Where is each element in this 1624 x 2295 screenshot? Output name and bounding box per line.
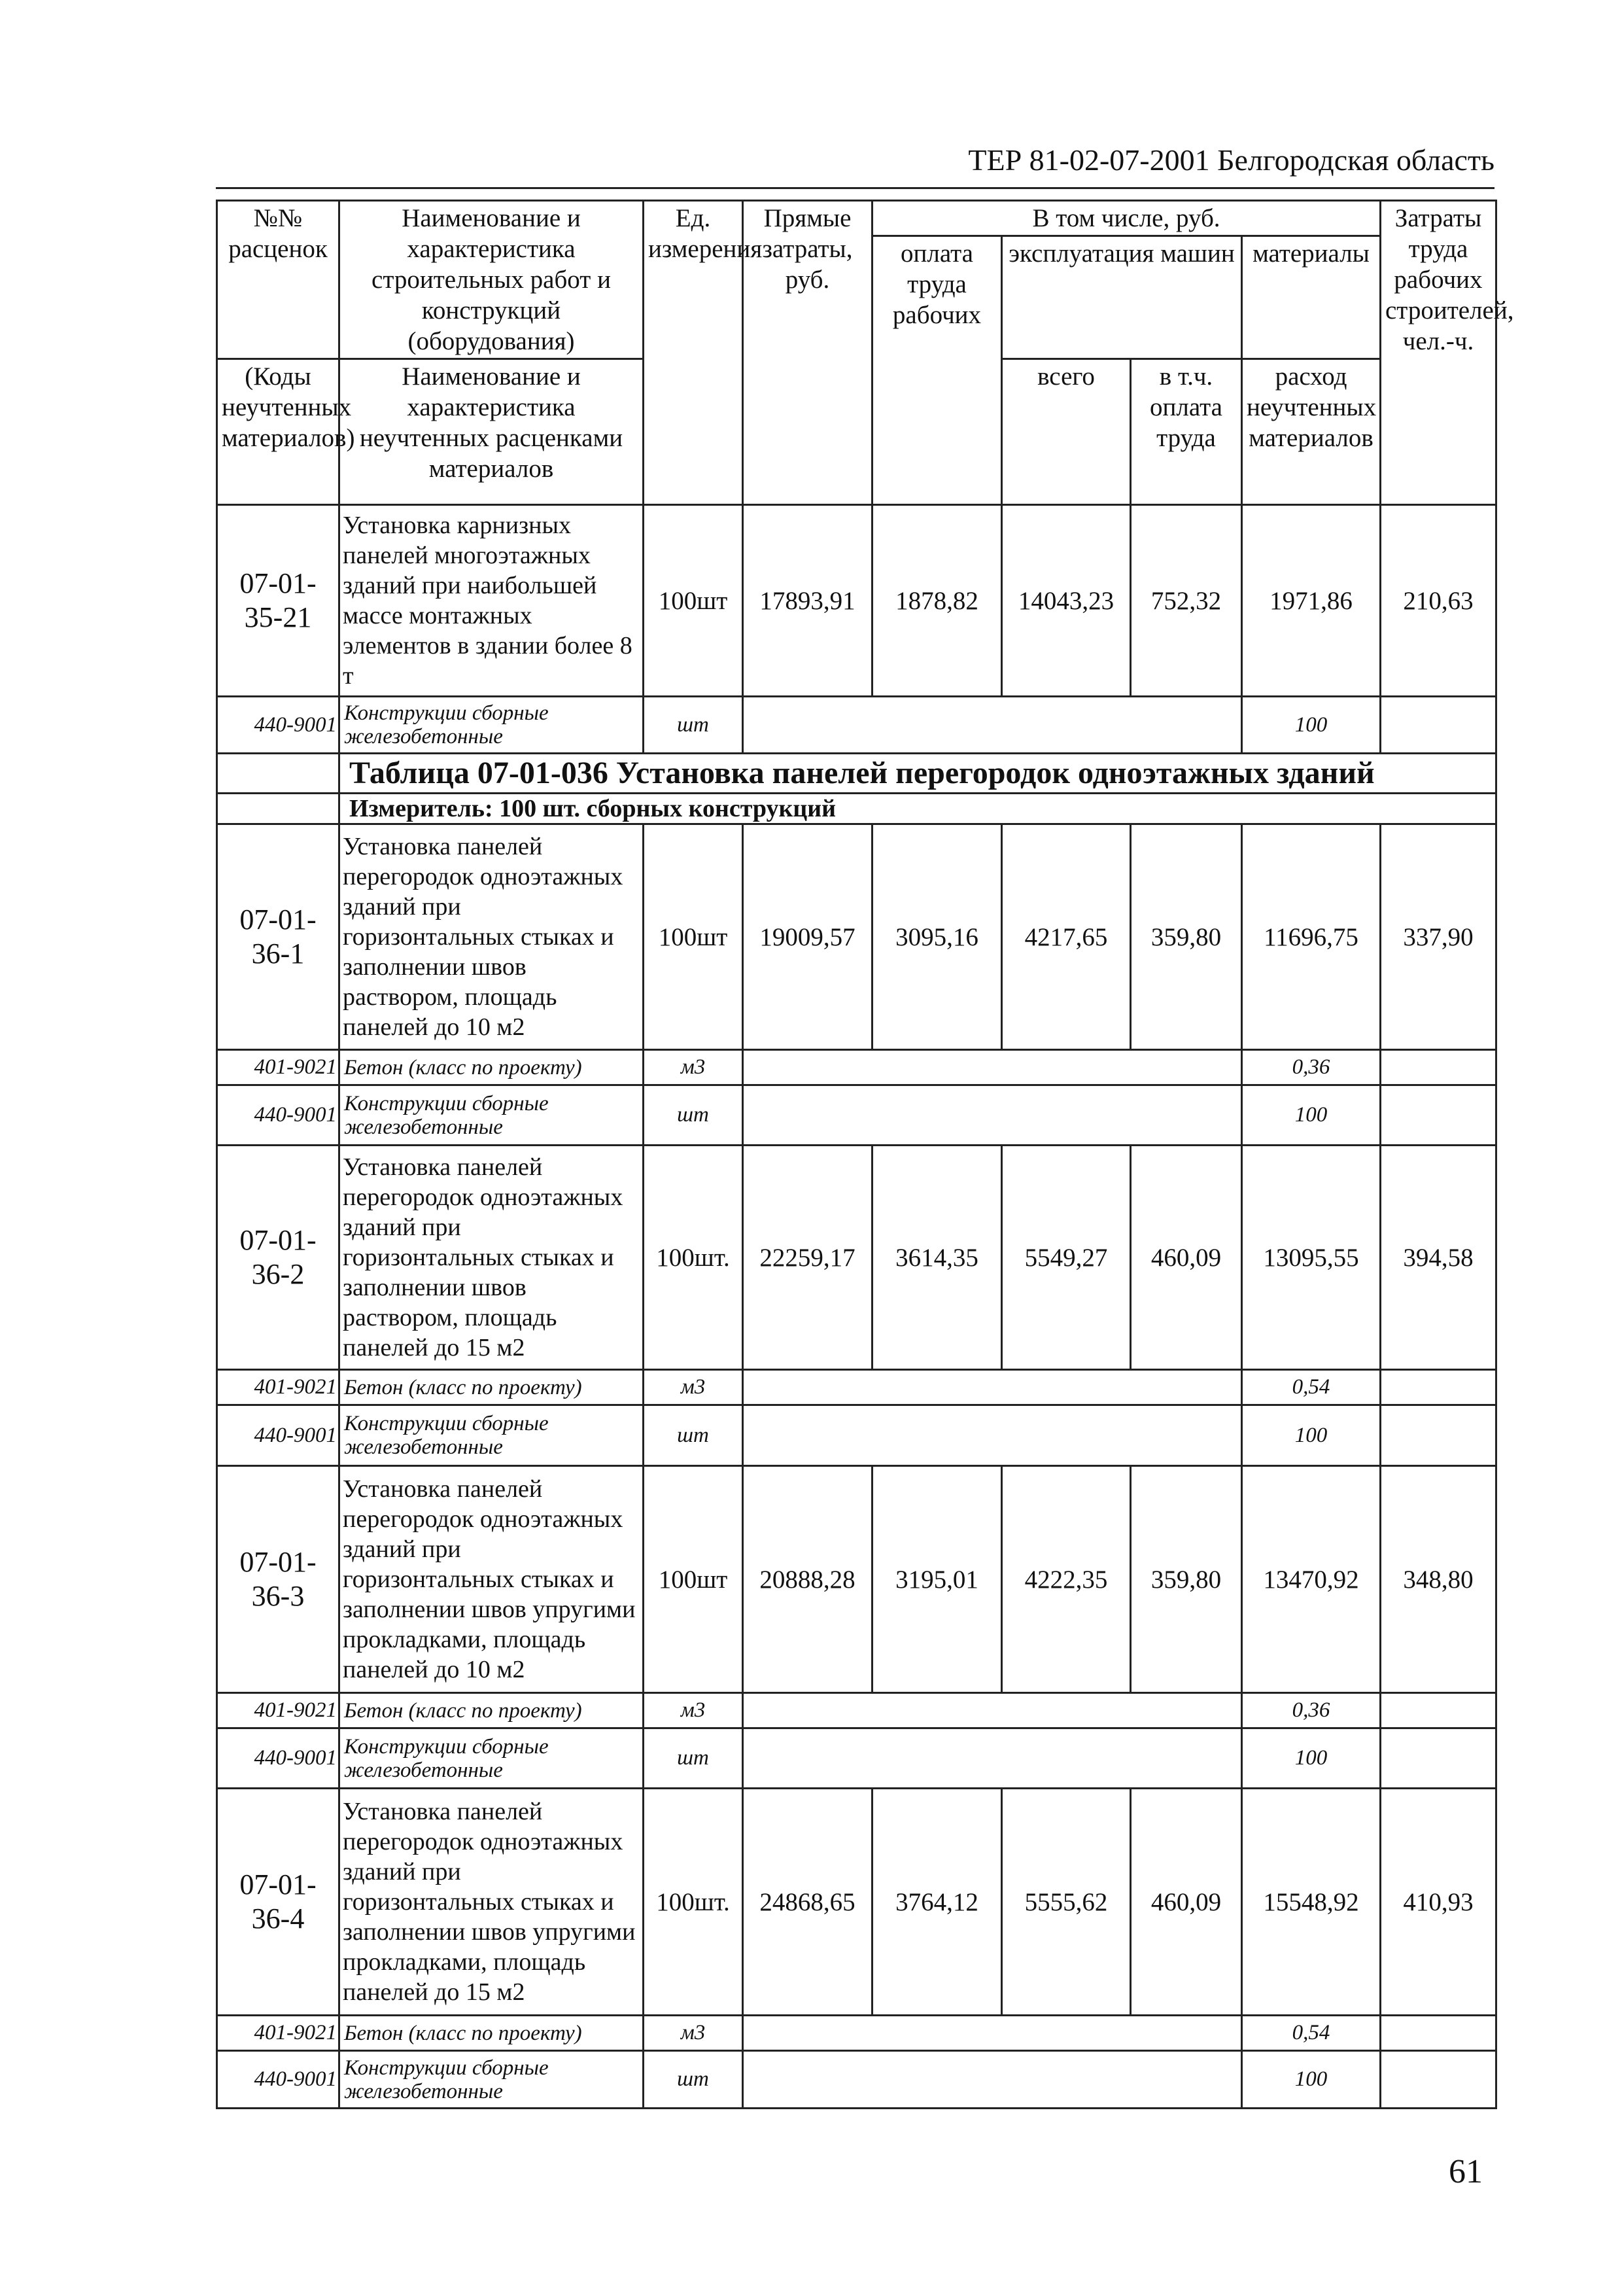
material-unit: шт (644, 1405, 743, 1466)
material-amount: 100 (1242, 1405, 1381, 1466)
material-code: 440-9001 (217, 697, 339, 754)
mach-wage: 460,09 (1131, 1146, 1242, 1370)
material-row (217, 1693, 1496, 1728)
table-row (217, 1789, 1496, 2016)
material-name: Бетон (класс по проекту) (339, 2016, 644, 2051)
material-unit: шт (644, 2051, 743, 2109)
labor: 210,63 (1381, 505, 1496, 697)
page-number: 61 (1449, 2153, 1483, 2190)
material-row (217, 1050, 1496, 1085)
material-name: Конструкции сборные железобетонные (339, 1728, 644, 1789)
mach-total: 5549,27 (1002, 1146, 1131, 1370)
col-direct-header: Прямые затраты, руб. (743, 201, 872, 505)
col-mach-header: эксплуатация машин (1002, 236, 1242, 359)
material-row (217, 2016, 1496, 2051)
table-row (217, 505, 1496, 697)
direct-cost: 24868,65 (743, 1789, 872, 2016)
material-row (217, 2051, 1496, 2109)
price-table (216, 200, 1514, 2109)
material-amount: 0,36 (1242, 1693, 1381, 1728)
section-title-row (217, 754, 1496, 794)
table-row (217, 1146, 1496, 1370)
unit: 100шт (644, 824, 743, 1050)
col-materials-header: материалы (1242, 236, 1381, 359)
material-unit: м3 (644, 1370, 743, 1405)
mach-wage: 359,80 (1131, 824, 1242, 1050)
labor: 348,80 (1381, 1466, 1496, 1693)
rate-code: 07-01-36-2 (217, 1146, 339, 1370)
material-unit: шт (644, 1728, 743, 1789)
material-unit: м3 (644, 2016, 743, 2051)
material-name: Бетон (класс по проекту) (339, 1370, 644, 1405)
material-row (217, 1370, 1496, 1405)
rate-code: 07-01-36-1 (217, 824, 339, 1050)
col-mach-wage-header: в т.ч. оплата труда (1131, 359, 1242, 505)
material-code: 440-9001 (217, 2051, 339, 2109)
material-name: Бетон (класс по проекту) (339, 1050, 644, 1085)
col-mat-name-header: Наименование и характеристика неучтенных расценками материалов (339, 359, 644, 505)
rate-name: Установка панелей перегородок одноэтажных зданий при горизонтальных стыках и заполнении швов упругими прокладками, площадь панелей до 10 м2 (339, 1466, 644, 1693)
direct-cost: 17893,91 (743, 505, 872, 697)
unit: 100шт (644, 1466, 743, 1693)
col-labor-header: Затраты труда рабочих строителей, чел.-ч. (1381, 201, 1496, 505)
wage: 3195,01 (872, 1466, 1002, 1693)
material-unit: шт (644, 1085, 743, 1146)
material-amount: 0,36 (1242, 1050, 1381, 1085)
table-row (217, 824, 1496, 1050)
material-unit: м3 (644, 1693, 743, 1728)
material-code: 401-9021 (217, 1370, 339, 1405)
material-name: Конструкции сборные железобетонные (339, 1405, 644, 1466)
direct-cost: 22259,17 (743, 1146, 872, 1370)
mach-wage: 359,80 (1131, 1466, 1242, 1693)
rate-code: 07-01-36-4 (217, 1789, 339, 2016)
materials: 13470,92 (1242, 1466, 1381, 1693)
material-amount: 100 (1242, 697, 1381, 754)
material-name: Конструкции сборные железобетонные (339, 697, 644, 754)
table-title: Таблица 07-01-036 Установка панелей перегородок одноэтажных зданий (339, 754, 1496, 794)
material-amount: 100 (1242, 1085, 1381, 1146)
mach-total: 4222,35 (1002, 1466, 1131, 1693)
col-mach-total-header: всего (1002, 359, 1131, 505)
material-name: Конструкции сборные железобетонные (339, 2051, 644, 2109)
col-unit-header: Ед. измерения (644, 201, 743, 505)
page-header (216, 139, 1494, 189)
material-name: Конструкции сборные железобетонные (339, 1085, 644, 1146)
material-code: 440-9001 (217, 1728, 339, 1789)
col-codes-header: (Коды неучтенных материалов) (217, 359, 339, 505)
materials: 11696,75 (1242, 824, 1381, 1050)
material-unit: м3 (644, 1050, 743, 1085)
materials: 15548,92 (1242, 1789, 1381, 2016)
material-code: 401-9021 (217, 2016, 339, 2051)
mach-total: 14043,23 (1002, 505, 1131, 697)
col-mat-use-header: расход неучтенных материалов (1242, 359, 1381, 505)
material-row (217, 1405, 1496, 1466)
labor: 337,90 (1381, 824, 1496, 1050)
unit: 100шт. (644, 1789, 743, 2016)
material-amount: 0,54 (1242, 1370, 1381, 1405)
mach-total: 4217,65 (1002, 824, 1131, 1050)
materials: 1971,86 (1242, 505, 1381, 697)
rate-code: 07-01-35-21 (217, 505, 339, 697)
labor: 410,93 (1381, 1789, 1496, 2016)
wage: 1878,82 (872, 505, 1002, 697)
wage: 3614,35 (872, 1146, 1002, 1370)
rate-name: Установка карнизных панелей многоэтажных зданий при наибольшей массе монтажных элементов в здании более 8 т (339, 505, 644, 697)
material-code: 440-9001 (217, 1405, 339, 1466)
mach-wage: 460,09 (1131, 1789, 1242, 2016)
unit: 100шт (644, 505, 743, 697)
mach-total: 5555,62 (1002, 1789, 1131, 2016)
material-code: 401-9021 (217, 1050, 339, 1085)
header-row (217, 201, 1496, 236)
material-name: Бетон (класс по проекту) (339, 1693, 644, 1728)
measure-row (217, 794, 1496, 824)
rate-name: Установка панелей перегородок одноэтажных зданий при горизонтальных стыках и заполнении швов раствором, площадь панелей до 10 м2 (339, 824, 644, 1050)
material-row (217, 697, 1496, 754)
wage: 3095,16 (872, 824, 1002, 1050)
labor: 394,58 (1381, 1146, 1496, 1370)
wage: 3764,12 (872, 1789, 1002, 2016)
col-wage-header: оплата труда рабочих (872, 236, 1002, 505)
col-incl-header: В том числе, руб. (872, 201, 1381, 236)
material-code: 440-9001 (217, 1085, 339, 1146)
material-amount: 100 (1242, 2051, 1381, 2109)
material-row (217, 1728, 1496, 1789)
material-row (217, 1085, 1496, 1146)
material-code: 401-9021 (217, 1693, 339, 1728)
col-num-header: №№ расценок (217, 201, 339, 359)
document-title: ТЕР 81-02-07-2001 Белгородская область (968, 143, 1494, 177)
direct-cost: 20888,28 (743, 1466, 872, 1693)
materials: 13095,55 (1242, 1146, 1381, 1370)
material-amount: 100 (1242, 1728, 1381, 1789)
rate-name: Установка панелей перегородок одноэтажных зданий при горизонтальных стыках и заполнении швов раствором, площадь панелей до 15 м2 (339, 1146, 644, 1370)
mach-wage: 752,32 (1131, 505, 1242, 697)
table-row (217, 1466, 1496, 1693)
material-amount: 0,54 (1242, 2016, 1381, 2051)
rate-name: Установка панелей перегородок одноэтажных зданий при горизонтальных стыках и заполнении швов упругими прокладками, площадь панелей до 15 м2 (339, 1789, 644, 2016)
unit: 100шт. (644, 1146, 743, 1370)
measure-unit: Измеритель: 100 шт. сборных конструкций (339, 794, 1496, 824)
material-unit: шт (644, 697, 743, 754)
col-name-header: Наименование и характеристика строительных работ и конструкций (оборудования) (339, 201, 644, 359)
direct-cost: 19009,57 (743, 824, 872, 1050)
rate-code: 07-01-36-3 (217, 1466, 339, 1693)
